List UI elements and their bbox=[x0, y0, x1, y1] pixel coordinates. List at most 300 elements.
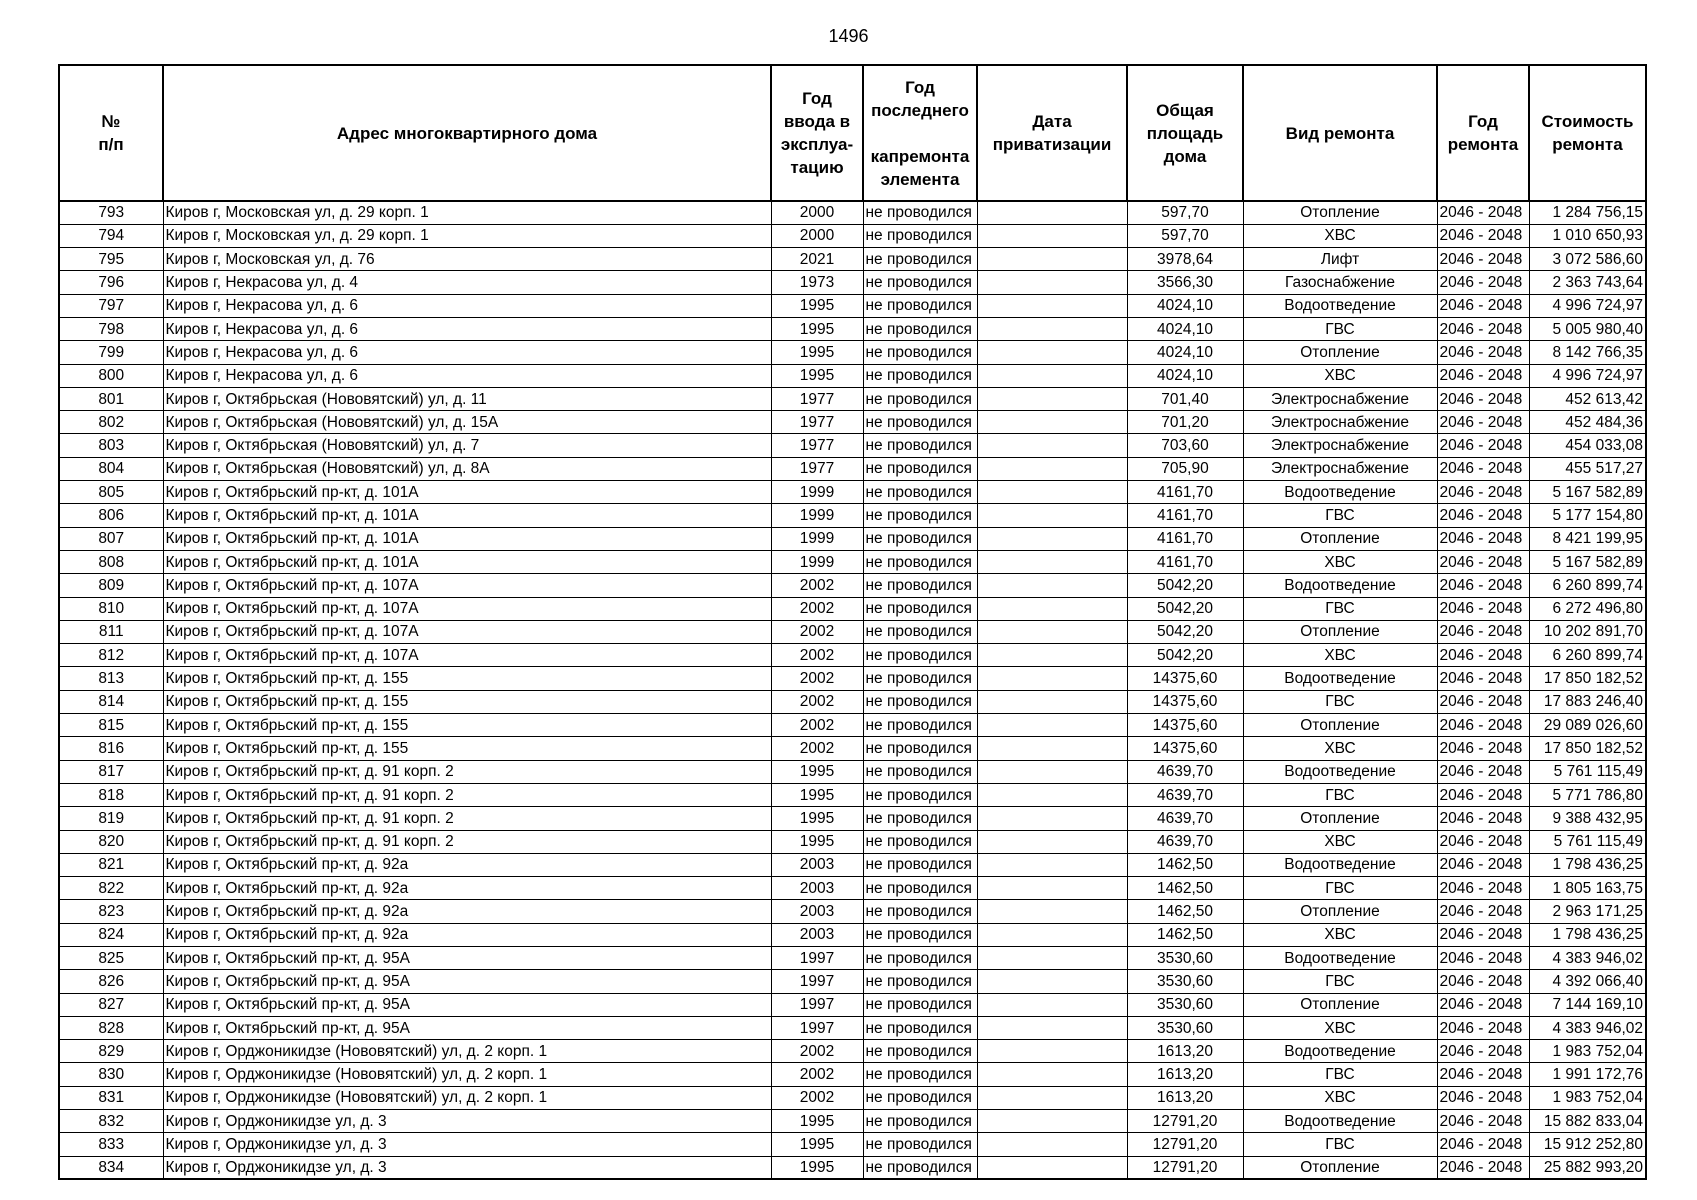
cell-repair-year: 2046 - 2048 bbox=[1437, 504, 1529, 527]
table-row bbox=[59, 550, 1646, 573]
cell-address: Киров г, Октябрьский пр-кт, д. 91 корп. 2 bbox=[163, 783, 771, 806]
table-row bbox=[59, 341, 1646, 364]
cell-commission-year: 2002 bbox=[771, 644, 863, 667]
cell-privatization-date bbox=[977, 457, 1127, 480]
repair-registry-table bbox=[58, 64, 1647, 1180]
cell-row-number: 818 bbox=[59, 783, 163, 806]
cell-repair-type: ХВС bbox=[1243, 550, 1437, 573]
cell-row-number: 803 bbox=[59, 434, 163, 457]
table-row bbox=[59, 1110, 1646, 1133]
cell-last-repair-year: не проводился bbox=[863, 783, 977, 806]
table-row bbox=[59, 714, 1646, 737]
cell-last-repair-year: не проводился bbox=[863, 853, 977, 876]
cell-last-repair-year: не проводился bbox=[863, 527, 977, 550]
cell-total-area: 3566,30 bbox=[1127, 271, 1243, 294]
cell-repair-type: Отопление bbox=[1243, 714, 1437, 737]
cell-repair-type: ГВС bbox=[1243, 970, 1437, 993]
cell-repair-cost: 25 882 993,20 bbox=[1529, 1156, 1646, 1179]
cell-last-repair-year: не проводился bbox=[863, 877, 977, 900]
cell-privatization-date bbox=[977, 201, 1127, 224]
table-row bbox=[59, 387, 1646, 410]
cell-row-number: 833 bbox=[59, 1133, 163, 1156]
cell-address: Киров г, Некрасова ул, д. 6 bbox=[163, 294, 771, 317]
cell-address: Киров г, Октябрьская (Нововятский) ул, д. 7 bbox=[163, 434, 771, 457]
cell-privatization-date bbox=[977, 1040, 1127, 1063]
cell-commission-year: 2002 bbox=[771, 1086, 863, 1109]
cell-repair-cost: 1 805 163,75 bbox=[1529, 877, 1646, 900]
cell-repair-type: ГВС bbox=[1243, 317, 1437, 340]
cell-repair-year: 2046 - 2048 bbox=[1437, 644, 1529, 667]
cell-repair-type: Отопление bbox=[1243, 201, 1437, 224]
cell-repair-type: Электроснабжение bbox=[1243, 434, 1437, 457]
cell-address: Киров г, Октябрьский пр-кт, д. 107А bbox=[163, 644, 771, 667]
cell-address: Киров г, Октябрьский пр-кт, д. 101А bbox=[163, 481, 771, 504]
cell-repair-year: 2046 - 2048 bbox=[1437, 853, 1529, 876]
cell-last-repair-year: не проводился bbox=[863, 457, 977, 480]
cell-privatization-date bbox=[977, 597, 1127, 620]
cell-privatization-date bbox=[977, 760, 1127, 783]
cell-privatization-date bbox=[977, 993, 1127, 1016]
cell-total-area: 703,60 bbox=[1127, 434, 1243, 457]
cell-last-repair-year: не проводился bbox=[863, 248, 977, 271]
cell-repair-year: 2046 - 2048 bbox=[1437, 690, 1529, 713]
table-row bbox=[59, 900, 1646, 923]
cell-commission-year: 2002 bbox=[771, 1040, 863, 1063]
cell-row-number: 809 bbox=[59, 574, 163, 597]
cell-address: Киров г, Октябрьский пр-кт, д. 92а bbox=[163, 853, 771, 876]
cell-repair-cost: 7 144 169,10 bbox=[1529, 993, 1646, 1016]
cell-commission-year: 2000 bbox=[771, 201, 863, 224]
cell-total-area: 4024,10 bbox=[1127, 294, 1243, 317]
cell-repair-type: ХВС bbox=[1243, 737, 1437, 760]
cell-commission-year: 2021 bbox=[771, 248, 863, 271]
cell-total-area: 14375,60 bbox=[1127, 667, 1243, 690]
cell-total-area: 4639,70 bbox=[1127, 760, 1243, 783]
cell-commission-year: 1995 bbox=[771, 1110, 863, 1133]
cell-row-number: 793 bbox=[59, 201, 163, 224]
cell-repair-year: 2046 - 2048 bbox=[1437, 1110, 1529, 1133]
cell-address: Киров г, Октябрьский пр-кт, д. 155 bbox=[163, 690, 771, 713]
cell-commission-year: 1997 bbox=[771, 993, 863, 1016]
cell-commission-year: 1977 bbox=[771, 457, 863, 480]
cell-commission-year: 1997 bbox=[771, 947, 863, 970]
table-row bbox=[59, 294, 1646, 317]
cell-repair-type: Водоотведение bbox=[1243, 947, 1437, 970]
cell-repair-cost: 2 363 743,64 bbox=[1529, 271, 1646, 294]
table-row bbox=[59, 690, 1646, 713]
cell-repair-cost: 455 517,27 bbox=[1529, 457, 1646, 480]
table-row bbox=[59, 248, 1646, 271]
table-body bbox=[59, 201, 1646, 1179]
cell-repair-cost: 5 761 115,49 bbox=[1529, 830, 1646, 853]
cell-total-area: 3530,60 bbox=[1127, 1016, 1243, 1039]
cell-repair-cost: 15 912 252,80 bbox=[1529, 1133, 1646, 1156]
cell-repair-cost: 5 771 786,80 bbox=[1529, 783, 1646, 806]
cell-address: Киров г, Октябрьская (Нововятский) ул, д. 15А bbox=[163, 411, 771, 434]
cell-repair-cost: 10 202 891,70 bbox=[1529, 620, 1646, 643]
cell-repair-year: 2046 - 2048 bbox=[1437, 1040, 1529, 1063]
cell-row-number: 806 bbox=[59, 504, 163, 527]
cell-address: Киров г, Октябрьский пр-кт, д. 155 bbox=[163, 714, 771, 737]
cell-repair-year: 2046 - 2048 bbox=[1437, 434, 1529, 457]
cell-row-number: 794 bbox=[59, 224, 163, 247]
cell-repair-type: ХВС bbox=[1243, 923, 1437, 946]
cell-row-number: 819 bbox=[59, 807, 163, 830]
cell-repair-type: Отопление bbox=[1243, 993, 1437, 1016]
cell-privatization-date bbox=[977, 1133, 1127, 1156]
cell-address: Киров г, Московская ул, д. 29 корп. 1 bbox=[163, 224, 771, 247]
cell-repair-year: 2046 - 2048 bbox=[1437, 317, 1529, 340]
cell-row-number: 829 bbox=[59, 1040, 163, 1063]
cell-address: Киров г, Октябрьский пр-кт, д. 91 корп. 2 bbox=[163, 830, 771, 853]
cell-commission-year: 1995 bbox=[771, 783, 863, 806]
cell-privatization-date bbox=[977, 294, 1127, 317]
cell-repair-year: 2046 - 2048 bbox=[1437, 201, 1529, 224]
cell-privatization-date bbox=[977, 341, 1127, 364]
cell-total-area: 4024,10 bbox=[1127, 341, 1243, 364]
cell-address: Киров г, Октябрьский пр-кт, д. 92а bbox=[163, 923, 771, 946]
cell-commission-year: 1995 bbox=[771, 364, 863, 387]
cell-total-area: 1613,20 bbox=[1127, 1063, 1243, 1086]
cell-repair-year: 2046 - 2048 bbox=[1437, 993, 1529, 1016]
cell-repair-year: 2046 - 2048 bbox=[1437, 1016, 1529, 1039]
cell-privatization-date bbox=[977, 574, 1127, 597]
cell-total-area: 1462,50 bbox=[1127, 877, 1243, 900]
cell-row-number: 823 bbox=[59, 900, 163, 923]
cell-row-number: 825 bbox=[59, 947, 163, 970]
table-row bbox=[59, 504, 1646, 527]
cell-address: Киров г, Орджоникидзе (Нововятский) ул, д. 2 корп. 1 bbox=[163, 1040, 771, 1063]
cell-address: Киров г, Октябрьский пр-кт, д. 92а bbox=[163, 900, 771, 923]
cell-total-area: 12791,20 bbox=[1127, 1133, 1243, 1156]
cell-last-repair-year: не проводился bbox=[863, 760, 977, 783]
cell-repair-year: 2046 - 2048 bbox=[1437, 248, 1529, 271]
cell-repair-year: 2046 - 2048 bbox=[1437, 900, 1529, 923]
cell-commission-year: 2002 bbox=[771, 667, 863, 690]
cell-address: Киров г, Некрасова ул, д. 6 bbox=[163, 317, 771, 340]
cell-row-number: 800 bbox=[59, 364, 163, 387]
cell-last-repair-year: не проводился bbox=[863, 317, 977, 340]
cell-repair-type: Электроснабжение bbox=[1243, 411, 1437, 434]
cell-repair-type: Электроснабжение bbox=[1243, 457, 1437, 480]
cell-total-area: 1613,20 bbox=[1127, 1086, 1243, 1109]
cell-address: Киров г, Некрасова ул, д. 4 bbox=[163, 271, 771, 294]
cell-commission-year: 1995 bbox=[771, 807, 863, 830]
cell-row-number: 824 bbox=[59, 923, 163, 946]
table-row bbox=[59, 993, 1646, 1016]
cell-last-repair-year: не проводился bbox=[863, 1156, 977, 1179]
cell-row-number: 795 bbox=[59, 248, 163, 271]
cell-row-number: 799 bbox=[59, 341, 163, 364]
table-row bbox=[59, 853, 1646, 876]
cell-repair-year: 2046 - 2048 bbox=[1437, 830, 1529, 853]
cell-repair-type: Отопление bbox=[1243, 807, 1437, 830]
cell-repair-cost: 8 142 766,35 bbox=[1529, 341, 1646, 364]
cell-repair-year: 2046 - 2048 bbox=[1437, 714, 1529, 737]
table-row bbox=[59, 1040, 1646, 1063]
cell-address: Киров г, Октябрьский пр-кт, д. 101А bbox=[163, 550, 771, 573]
cell-last-repair-year: не проводился bbox=[863, 667, 977, 690]
cell-row-number: 832 bbox=[59, 1110, 163, 1133]
cell-repair-type: Отопление bbox=[1243, 341, 1437, 364]
cell-row-number: 822 bbox=[59, 877, 163, 900]
cell-last-repair-year: не проводился bbox=[863, 294, 977, 317]
cell-commission-year: 1995 bbox=[771, 294, 863, 317]
cell-address: Киров г, Октябрьская (Нововятский) ул, д. 8А bbox=[163, 457, 771, 480]
cell-last-repair-year: не проводился bbox=[863, 970, 977, 993]
cell-repair-type: Отопление bbox=[1243, 527, 1437, 550]
cell-privatization-date bbox=[977, 1110, 1127, 1133]
cell-repair-type: Водоотведение bbox=[1243, 760, 1437, 783]
cell-privatization-date bbox=[977, 481, 1127, 504]
cell-address: Киров г, Октябрьский пр-кт, д. 95А bbox=[163, 993, 771, 1016]
cell-repair-type: ГВС bbox=[1243, 597, 1437, 620]
page-number: 1496 bbox=[828, 26, 869, 46]
cell-privatization-date bbox=[977, 1086, 1127, 1109]
cell-repair-type: Газоснабжение bbox=[1243, 271, 1437, 294]
table-row bbox=[59, 597, 1646, 620]
cell-last-repair-year: не проводился bbox=[863, 1063, 977, 1086]
table-row bbox=[59, 1156, 1646, 1179]
cell-repair-cost: 1 798 436,25 bbox=[1529, 923, 1646, 946]
header-repair-cost: Стоимость ремонта bbox=[1529, 65, 1646, 201]
cell-privatization-date bbox=[977, 1016, 1127, 1039]
cell-total-area: 597,70 bbox=[1127, 201, 1243, 224]
cell-privatization-date bbox=[977, 644, 1127, 667]
table-row bbox=[59, 1133, 1646, 1156]
cell-last-repair-year: не проводился bbox=[863, 504, 977, 527]
cell-address: Киров г, Октябрьский пр-кт, д. 107А bbox=[163, 574, 771, 597]
cell-row-number: 813 bbox=[59, 667, 163, 690]
table-row bbox=[59, 527, 1646, 550]
cell-repair-year: 2046 - 2048 bbox=[1437, 923, 1529, 946]
cell-address: Киров г, Октябрьский пр-кт, д. 107А bbox=[163, 620, 771, 643]
table-row bbox=[59, 457, 1646, 480]
cell-address: Киров г, Октябрьский пр-кт, д. 101А bbox=[163, 504, 771, 527]
cell-address: Киров г, Октябрьский пр-кт, д. 101А bbox=[163, 527, 771, 550]
cell-repair-cost: 454 033,08 bbox=[1529, 434, 1646, 457]
table-row bbox=[59, 807, 1646, 830]
cell-commission-year: 1973 bbox=[771, 271, 863, 294]
cell-row-number: 807 bbox=[59, 527, 163, 550]
cell-total-area: 5042,20 bbox=[1127, 574, 1243, 597]
cell-repair-year: 2046 - 2048 bbox=[1437, 457, 1529, 480]
cell-row-number: 810 bbox=[59, 597, 163, 620]
cell-repair-year: 2046 - 2048 bbox=[1437, 481, 1529, 504]
cell-last-repair-year: не проводился bbox=[863, 947, 977, 970]
cell-total-area: 4024,10 bbox=[1127, 364, 1243, 387]
cell-repair-type: ХВС bbox=[1243, 364, 1437, 387]
cell-commission-year: 2002 bbox=[771, 574, 863, 597]
cell-total-area: 1462,50 bbox=[1127, 853, 1243, 876]
cell-repair-year: 2046 - 2048 bbox=[1437, 271, 1529, 294]
cell-total-area: 3978,64 bbox=[1127, 248, 1243, 271]
table-row bbox=[59, 201, 1646, 224]
cell-repair-cost: 4 392 066,40 bbox=[1529, 970, 1646, 993]
cell-repair-cost: 6 260 899,74 bbox=[1529, 644, 1646, 667]
cell-last-repair-year: не проводился bbox=[863, 550, 977, 573]
cell-repair-type: ГВС bbox=[1243, 877, 1437, 900]
cell-row-number: 796 bbox=[59, 271, 163, 294]
cell-row-number: 815 bbox=[59, 714, 163, 737]
cell-address: Киров г, Октябрьская (Нововятский) ул, д. 11 bbox=[163, 387, 771, 410]
cell-last-repair-year: не проводился bbox=[863, 690, 977, 713]
cell-commission-year: 1995 bbox=[771, 760, 863, 783]
table-row bbox=[59, 1086, 1646, 1109]
cell-privatization-date bbox=[977, 527, 1127, 550]
cell-repair-year: 2046 - 2048 bbox=[1437, 1156, 1529, 1179]
cell-last-repair-year: не проводился bbox=[863, 900, 977, 923]
cell-repair-year: 2046 - 2048 bbox=[1437, 294, 1529, 317]
cell-repair-cost: 2 963 171,25 bbox=[1529, 900, 1646, 923]
cell-commission-year: 2002 bbox=[771, 690, 863, 713]
cell-privatization-date bbox=[977, 970, 1127, 993]
table-row bbox=[59, 271, 1646, 294]
cell-repair-year: 2046 - 2048 bbox=[1437, 1063, 1529, 1086]
cell-repair-year: 2046 - 2048 bbox=[1437, 1086, 1529, 1109]
cell-address: Киров г, Октябрьский пр-кт, д. 107А bbox=[163, 597, 771, 620]
cell-repair-year: 2046 - 2048 bbox=[1437, 737, 1529, 760]
table-row bbox=[59, 667, 1646, 690]
cell-row-number: 828 bbox=[59, 1016, 163, 1039]
cell-last-repair-year: не проводился bbox=[863, 597, 977, 620]
cell-privatization-date bbox=[977, 667, 1127, 690]
cell-row-number: 802 bbox=[59, 411, 163, 434]
cell-repair-cost: 17 883 246,40 bbox=[1529, 690, 1646, 713]
cell-commission-year: 2002 bbox=[771, 620, 863, 643]
cell-row-number: 804 bbox=[59, 457, 163, 480]
cell-address: Киров г, Московская ул, д. 29 корп. 1 bbox=[163, 201, 771, 224]
cell-repair-cost: 15 882 833,04 bbox=[1529, 1110, 1646, 1133]
cell-repair-year: 2046 - 2048 bbox=[1437, 807, 1529, 830]
cell-repair-type: Водоотведение bbox=[1243, 294, 1437, 317]
cell-total-area: 4161,70 bbox=[1127, 527, 1243, 550]
cell-repair-year: 2046 - 2048 bbox=[1437, 550, 1529, 573]
cell-last-repair-year: не проводился bbox=[863, 387, 977, 410]
cell-repair-cost: 452 613,42 bbox=[1529, 387, 1646, 410]
cell-repair-type: ГВС bbox=[1243, 1133, 1437, 1156]
cell-last-repair-year: не проводился bbox=[863, 341, 977, 364]
cell-repair-type: ГВС bbox=[1243, 690, 1437, 713]
cell-repair-cost: 5 167 582,89 bbox=[1529, 481, 1646, 504]
cell-total-area: 14375,60 bbox=[1127, 714, 1243, 737]
cell-last-repair-year: не проводился bbox=[863, 434, 977, 457]
table-header-row bbox=[59, 65, 1646, 201]
cell-commission-year: 1995 bbox=[771, 317, 863, 340]
cell-total-area: 705,90 bbox=[1127, 457, 1243, 480]
cell-commission-year: 1977 bbox=[771, 387, 863, 410]
cell-repair-type: ХВС bbox=[1243, 830, 1437, 853]
cell-privatization-date bbox=[977, 947, 1127, 970]
cell-total-area: 3530,60 bbox=[1127, 947, 1243, 970]
cell-repair-year: 2046 - 2048 bbox=[1437, 224, 1529, 247]
cell-repair-year: 2046 - 2048 bbox=[1437, 947, 1529, 970]
header-address: Адрес многоквартирного дома bbox=[163, 65, 771, 201]
cell-repair-cost: 5 177 154,80 bbox=[1529, 504, 1646, 527]
table-row bbox=[59, 224, 1646, 247]
cell-row-number: 816 bbox=[59, 737, 163, 760]
cell-total-area: 4161,70 bbox=[1127, 504, 1243, 527]
cell-total-area: 1462,50 bbox=[1127, 923, 1243, 946]
cell-commission-year: 1995 bbox=[771, 830, 863, 853]
cell-commission-year: 2003 bbox=[771, 877, 863, 900]
header-number: № п/п bbox=[59, 65, 163, 201]
cell-total-area: 4639,70 bbox=[1127, 807, 1243, 830]
cell-address: Киров г, Орджоникидзе (Нововятский) ул, д. 2 корп. 1 bbox=[163, 1086, 771, 1109]
cell-repair-cost: 17 850 182,52 bbox=[1529, 667, 1646, 690]
cell-repair-year: 2046 - 2048 bbox=[1437, 877, 1529, 900]
table-row bbox=[59, 411, 1646, 434]
cell-repair-year: 2046 - 2048 bbox=[1437, 760, 1529, 783]
cell-row-number: 834 bbox=[59, 1156, 163, 1179]
cell-repair-cost: 1 010 650,93 bbox=[1529, 224, 1646, 247]
cell-repair-type: ХВС bbox=[1243, 1016, 1437, 1039]
cell-repair-cost: 5 167 582,89 bbox=[1529, 550, 1646, 573]
table-row bbox=[59, 737, 1646, 760]
cell-row-number: 817 bbox=[59, 760, 163, 783]
cell-commission-year: 1977 bbox=[771, 434, 863, 457]
cell-repair-type: ХВС bbox=[1243, 224, 1437, 247]
cell-address: Киров г, Октябрьский пр-кт, д. 92а bbox=[163, 877, 771, 900]
cell-privatization-date bbox=[977, 900, 1127, 923]
cell-privatization-date bbox=[977, 620, 1127, 643]
cell-last-repair-year: не проводился bbox=[863, 644, 977, 667]
cell-repair-type: Водоотведение bbox=[1243, 853, 1437, 876]
cell-row-number: 798 bbox=[59, 317, 163, 340]
table-row bbox=[59, 877, 1646, 900]
cell-repair-type: Отопление bbox=[1243, 620, 1437, 643]
table-row bbox=[59, 923, 1646, 946]
table-row bbox=[59, 783, 1646, 806]
cell-repair-year: 2046 - 2048 bbox=[1437, 1133, 1529, 1156]
cell-last-repair-year: не проводился bbox=[863, 620, 977, 643]
cell-privatization-date bbox=[977, 248, 1127, 271]
cell-total-area: 4639,70 bbox=[1127, 783, 1243, 806]
table-row bbox=[59, 620, 1646, 643]
cell-commission-year: 2002 bbox=[771, 714, 863, 737]
cell-repair-type: ГВС bbox=[1243, 1063, 1437, 1086]
cell-repair-type: Электроснабжение bbox=[1243, 387, 1437, 410]
cell-last-repair-year: не проводился bbox=[863, 807, 977, 830]
cell-privatization-date bbox=[977, 411, 1127, 434]
cell-privatization-date bbox=[977, 387, 1127, 410]
cell-row-number: 827 bbox=[59, 993, 163, 1016]
cell-repair-type: Отопление bbox=[1243, 900, 1437, 923]
header-commission-year: Год ввода в эксплуа- тацию bbox=[771, 65, 863, 201]
cell-repair-cost: 1 983 752,04 bbox=[1529, 1040, 1646, 1063]
header-repair-year: Год ремонта bbox=[1437, 65, 1529, 201]
cell-repair-type: ХВС bbox=[1243, 1086, 1437, 1109]
cell-address: Киров г, Московская ул, д. 76 bbox=[163, 248, 771, 271]
cell-total-area: 1462,50 bbox=[1127, 900, 1243, 923]
table-row bbox=[59, 364, 1646, 387]
cell-commission-year: 1977 bbox=[771, 411, 863, 434]
cell-commission-year: 2003 bbox=[771, 923, 863, 946]
cell-commission-year: 1999 bbox=[771, 550, 863, 573]
cell-total-area: 14375,60 bbox=[1127, 737, 1243, 760]
cell-total-area: 4639,70 bbox=[1127, 830, 1243, 853]
cell-repair-year: 2046 - 2048 bbox=[1437, 411, 1529, 434]
cell-address: Киров г, Октябрьский пр-кт, д. 95А bbox=[163, 970, 771, 993]
table-row bbox=[59, 644, 1646, 667]
cell-commission-year: 1999 bbox=[771, 504, 863, 527]
cell-last-repair-year: не проводился bbox=[863, 271, 977, 294]
cell-privatization-date bbox=[977, 434, 1127, 457]
cell-row-number: 801 bbox=[59, 387, 163, 410]
cell-repair-year: 2046 - 2048 bbox=[1437, 783, 1529, 806]
cell-repair-type: ГВС bbox=[1243, 504, 1437, 527]
cell-privatization-date bbox=[977, 830, 1127, 853]
